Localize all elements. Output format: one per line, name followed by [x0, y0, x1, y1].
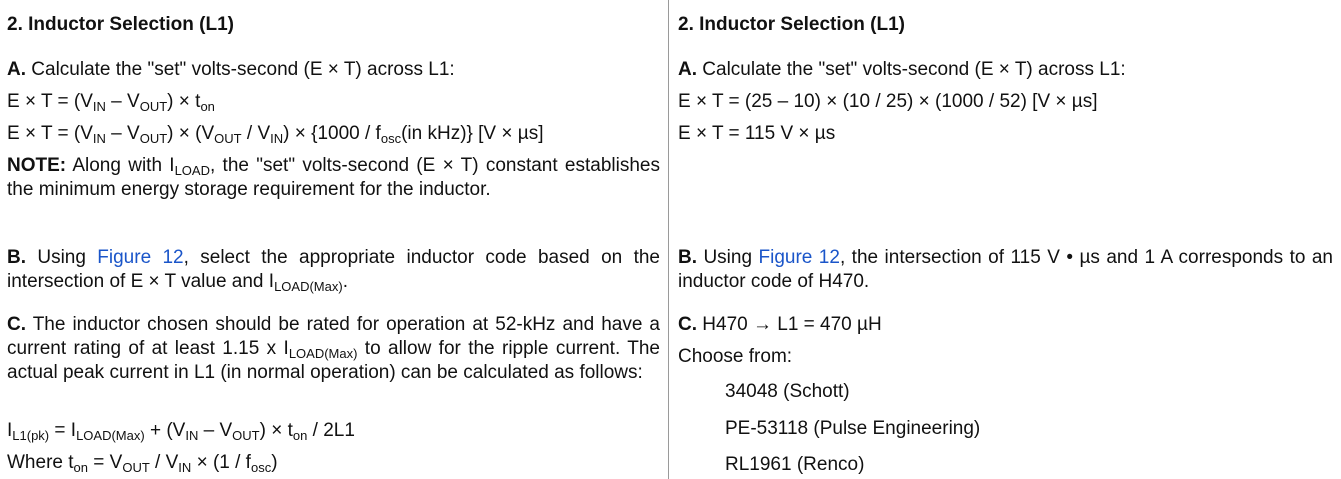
step-b-text: , select the appropriate inductor code based on the intersection of E × T value and I: [7, 247, 660, 292]
eq-text: ) × {1000 / f: [283, 123, 381, 144]
note-text: , the "set" volts-second (E × T) constant establishes the minimum energy storage requirement for the inductor.: [7, 155, 660, 200]
inductor-option: PE-53118 (Pulse Engineering): [725, 418, 981, 439]
left-ton-equation: [7, 451, 278, 475]
eq-sub: OUT: [139, 131, 168, 146]
left-peak-current-equation: [7, 419, 355, 443]
eq-sub: IN: [92, 131, 106, 146]
step-c-sub: LOAD(Max): [288, 346, 358, 361]
step-c-label: C.: [678, 314, 697, 335]
left-equation-1: [7, 90, 215, 114]
right-heading: 2. Inductor Selection (L1): [678, 14, 905, 35]
eq-text: (in kHz)} [V × µs]: [401, 123, 544, 144]
eq-text: I: [7, 420, 13, 441]
eq-sub: OUT: [214, 131, 242, 146]
eq-text: ) × (V: [167, 123, 215, 144]
eq-text: – V: [105, 91, 140, 112]
figure-12-link[interactable]: Figure 12: [758, 247, 840, 268]
eq-sub: OUT: [122, 460, 150, 475]
inductor-option: 34048 (Schott): [725, 381, 850, 402]
eq-text: – V: [105, 123, 140, 144]
step-a-label: A.: [7, 59, 26, 80]
eq-text: – V: [198, 420, 233, 441]
step-b-text: Using: [26, 247, 98, 268]
right-equation-2: E × T = 115 V × µs: [678, 123, 836, 144]
eq-sub: IN: [185, 428, 199, 443]
eq-text: = I: [49, 420, 77, 441]
eq-sub: osc: [250, 460, 272, 475]
left-step-c: [7, 313, 660, 385]
eq-sub: L1(pk): [12, 428, 50, 443]
eq-text: E × T = (V: [7, 123, 93, 144]
left-note: [7, 154, 660, 202]
left-heading: 2. Inductor Selection (L1): [7, 14, 234, 35]
column-divider: [668, 0, 669, 479]
eq-text: E × T = (V: [7, 91, 93, 112]
left-column: [0, 0, 669, 479]
step-a-text: Calculate the "set" volts-second (E × T) across L1:: [31, 59, 455, 80]
eq-sub: OUT: [232, 428, 260, 443]
eq-text: ) × t: [259, 420, 293, 441]
step-c-label: C.: [7, 314, 26, 335]
eq-sub: on: [292, 428, 308, 443]
eq-sub: on: [200, 99, 215, 114]
note-label: NOTE:: [7, 155, 67, 176]
eq-text: × (1 / f: [191, 452, 251, 473]
eq-sub: IN: [178, 460, 192, 475]
eq-sub: IN: [92, 99, 106, 114]
step-b-label: B.: [7, 247, 26, 268]
step-a-label: A.: [678, 59, 697, 80]
right-step-a-intro: [678, 58, 1126, 82]
step-b-sub: LOAD(Max): [274, 279, 343, 294]
step-c-text: to allow for the ripple current. The actual peak current in L1 (in normal operation) can be calculated as follows:: [7, 338, 660, 383]
eq-sub: osc: [380, 131, 402, 146]
right-equation-1: E × T = (25 – 10) × (10 / 25) × (1000 / 52) [V × µs]: [678, 91, 1098, 112]
right-step-c: [678, 313, 882, 337]
eq-text: = V: [88, 452, 123, 473]
step-b-text: , the intersection of 115 V • µs and 1 A corresponds to an inductor code of H470.: [678, 247, 1334, 292]
choose-from-label: Choose from:: [678, 346, 793, 367]
eq-sub: OUT: [139, 99, 168, 114]
eq-text: / V: [241, 123, 271, 144]
eq-sub: LOAD(Max): [76, 428, 145, 443]
eq-sub: IN: [270, 131, 284, 146]
eq-sub: on: [73, 460, 88, 475]
eq-text: / V: [149, 452, 179, 473]
figure-12-link[interactable]: Figure 12: [97, 247, 184, 268]
inductor-option: RL1961 (Renco): [725, 454, 865, 475]
left-step-a-intro: [7, 58, 455, 82]
eq-text: ): [271, 452, 278, 473]
left-step-b: [7, 246, 660, 294]
left-equation-2: [7, 122, 543, 146]
step-b-text: Using: [697, 247, 759, 268]
note-sub: LOAD: [174, 163, 210, 178]
step-b-text: .: [342, 271, 348, 292]
step-c-text: H470 → L1 = 470 µH: [697, 314, 882, 335]
eq-text: / 2L1: [307, 420, 355, 441]
step-b-label: B.: [678, 247, 697, 268]
step-c-text: The inductor chosen should be rated for operation at 52-kHz and have a current rating of at least 1.15 x I: [7, 314, 660, 359]
step-a-text: Calculate the "set" volts-second (E × T) across L1:: [702, 59, 1126, 80]
note-text: Along with I: [66, 155, 175, 176]
eq-text: + (V: [144, 420, 186, 441]
right-column: [670, 0, 1341, 479]
eq-text: Where t: [7, 452, 74, 473]
eq-text: ) × t: [167, 91, 201, 112]
right-step-b: [678, 246, 1333, 294]
